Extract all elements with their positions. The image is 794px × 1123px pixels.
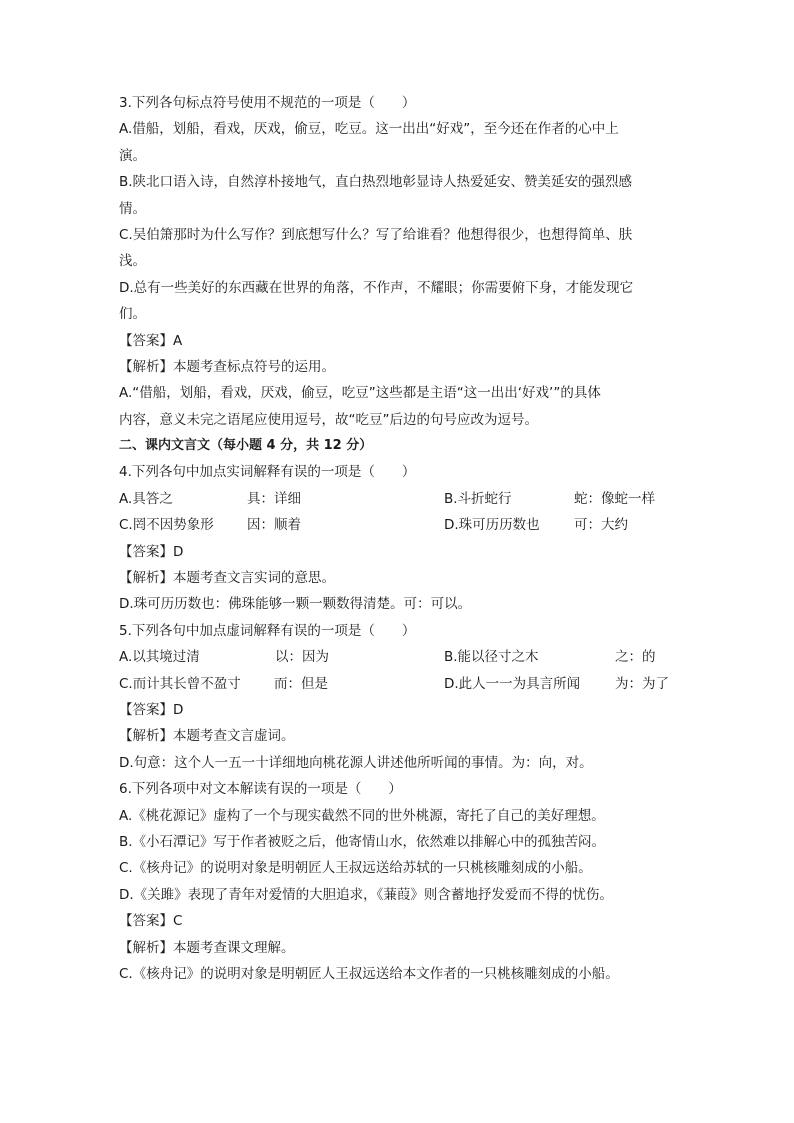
q3-option-c-cont: 浅。 <box>119 253 146 270</box>
document-content <box>119 90 679 987</box>
q4-option-d: D.珠可历历数也 <box>444 517 540 534</box>
q3-option-b-cont: 情。 <box>119 200 146 217</box>
q5-option-c: C.而计其长曾不盈寸 <box>119 675 241 692</box>
q6-analysis: 【解析】本题考查课文理解。 <box>119 939 295 956</box>
q4-option-b-gloss: 蛇：像蛇一样 <box>574 490 655 507</box>
q5-answer: 【答案】D <box>119 701 184 718</box>
q6-answer: 【答案】C <box>119 913 183 930</box>
q5-analysis: 【解析】本题考查文言虚词。 <box>119 728 295 745</box>
q6-option-d: D.《关雎》表现了青年对爱情的大胆追求，《蒹葭》则含蓄地抒发爱而不得的忧伤。 <box>119 886 613 903</box>
q4-explain: D.珠可历历数也：佛珠能够一颗一颗数得清楚。可：可以。 <box>119 596 472 613</box>
q4-option-b: B.斗折蛇行 <box>444 490 512 507</box>
q4-option-a-gloss: 具：详细 <box>247 490 301 507</box>
q3-option-a-cont: 演。 <box>119 147 146 164</box>
q4-option-c: C.罔不因势象形 <box>119 517 214 534</box>
q5-option-a-gloss: 以：因为 <box>275 649 329 666</box>
q4-option-d-gloss: 可：大约 <box>574 517 628 534</box>
q5-option-d: D.此人一一为具言所闻 <box>444 675 581 692</box>
q3-stem: 3.下列各句标点符号使用不规范的一项是（ ） <box>119 95 416 111</box>
q4-answer: 【答案】D <box>119 543 184 560</box>
q5-options-row-1 <box>119 644 679 670</box>
q3-explain-cont: 内容，意义未完之语尾应使用逗号，故“吃豆”后边的句号应改为逗号。 <box>119 411 538 428</box>
q5-stem: 5.下列各句中加点虚词解释有误的一项是（ ） <box>119 622 416 639</box>
q5-option-b: B.能以径寸之木 <box>444 649 539 666</box>
q6-option-c: C.《核舟记》的说明对象是明朝匠人王叔远送给苏轼的一只桃核雕刻成的小船。 <box>119 860 592 877</box>
q3-answer: 【答案】A <box>119 332 183 349</box>
section-title: 二、课内文言文（每小题 4 分，共 12 分） <box>119 438 373 454</box>
q5-option-b-gloss: 之：的 <box>615 649 656 666</box>
q3-explain: A.“借船，划船，看戏，厌戏，偷豆，吃豆”这些都是主语“这一出出‘好戏’”的具体 <box>119 385 601 402</box>
q5-options-row-2 <box>119 671 679 697</box>
q3-option-d-cont: 们。 <box>119 306 146 323</box>
q3-option-c: C.吴伯箫那时为什么写作？到底想写什么？写了给谁看？他想得很少，也想得简单、肤 <box>119 226 633 243</box>
q6-option-a: A.《桃花源记》虚构了一个与现实截然不同的世外桃源，寄托了自己的美好理想。 <box>119 807 605 824</box>
q6-option-b: B.《小石潭记》写于作者被贬之后，他寄情山水，依然难以排解心中的孤独苦闷。 <box>119 833 606 850</box>
q4-option-a: A.具答之 <box>119 490 173 507</box>
q6-stem: 6.下列各项中对文本解读有误的一项是（ ） <box>119 781 402 798</box>
q3-option-d: D.总有一些美好的东西藏在世界的角落，不作声，不耀眼；你需要俯下身，才能发现它 <box>119 279 634 296</box>
q5-option-a: A.以其境过清 <box>119 649 200 666</box>
q3-option-b: B.陕北口语入诗，自然淳朴接地气，直白热烈地彰显诗人热爱延安、赞美延安的强烈感 <box>119 174 633 191</box>
q4-options-row-2 <box>119 512 679 538</box>
q6-explain: C.《核舟记》的说明对象是明朝匠人王叔远送给本文作者的一只桃核雕刻成的小船。 <box>119 965 619 982</box>
q5-option-c-gloss: 而：但是 <box>274 675 328 692</box>
q3-option-a: A.借船，划船，看戏，厌戏，偷豆，吃豆。这一出出“好戏”，至今还在作者的心中上 <box>119 121 619 138</box>
q4-option-c-gloss: 因：顺着 <box>247 517 301 534</box>
q4-options-row-1 <box>119 486 679 512</box>
q4-analysis: 【解析】本题考查文言实词的意思。 <box>119 570 335 587</box>
q4-stem: 4.下列各句中加点实词解释有误的一项是（ ） <box>119 464 416 481</box>
q3-analysis: 【解析】本题考查标点符号的运用。 <box>119 358 335 375</box>
q5-explain: D.句意：这个人一五一十详细地向桃花源人讲述他所听闻的事情。为：向，对。 <box>119 754 593 771</box>
q5-option-d-gloss: 为：为了 <box>615 675 669 692</box>
